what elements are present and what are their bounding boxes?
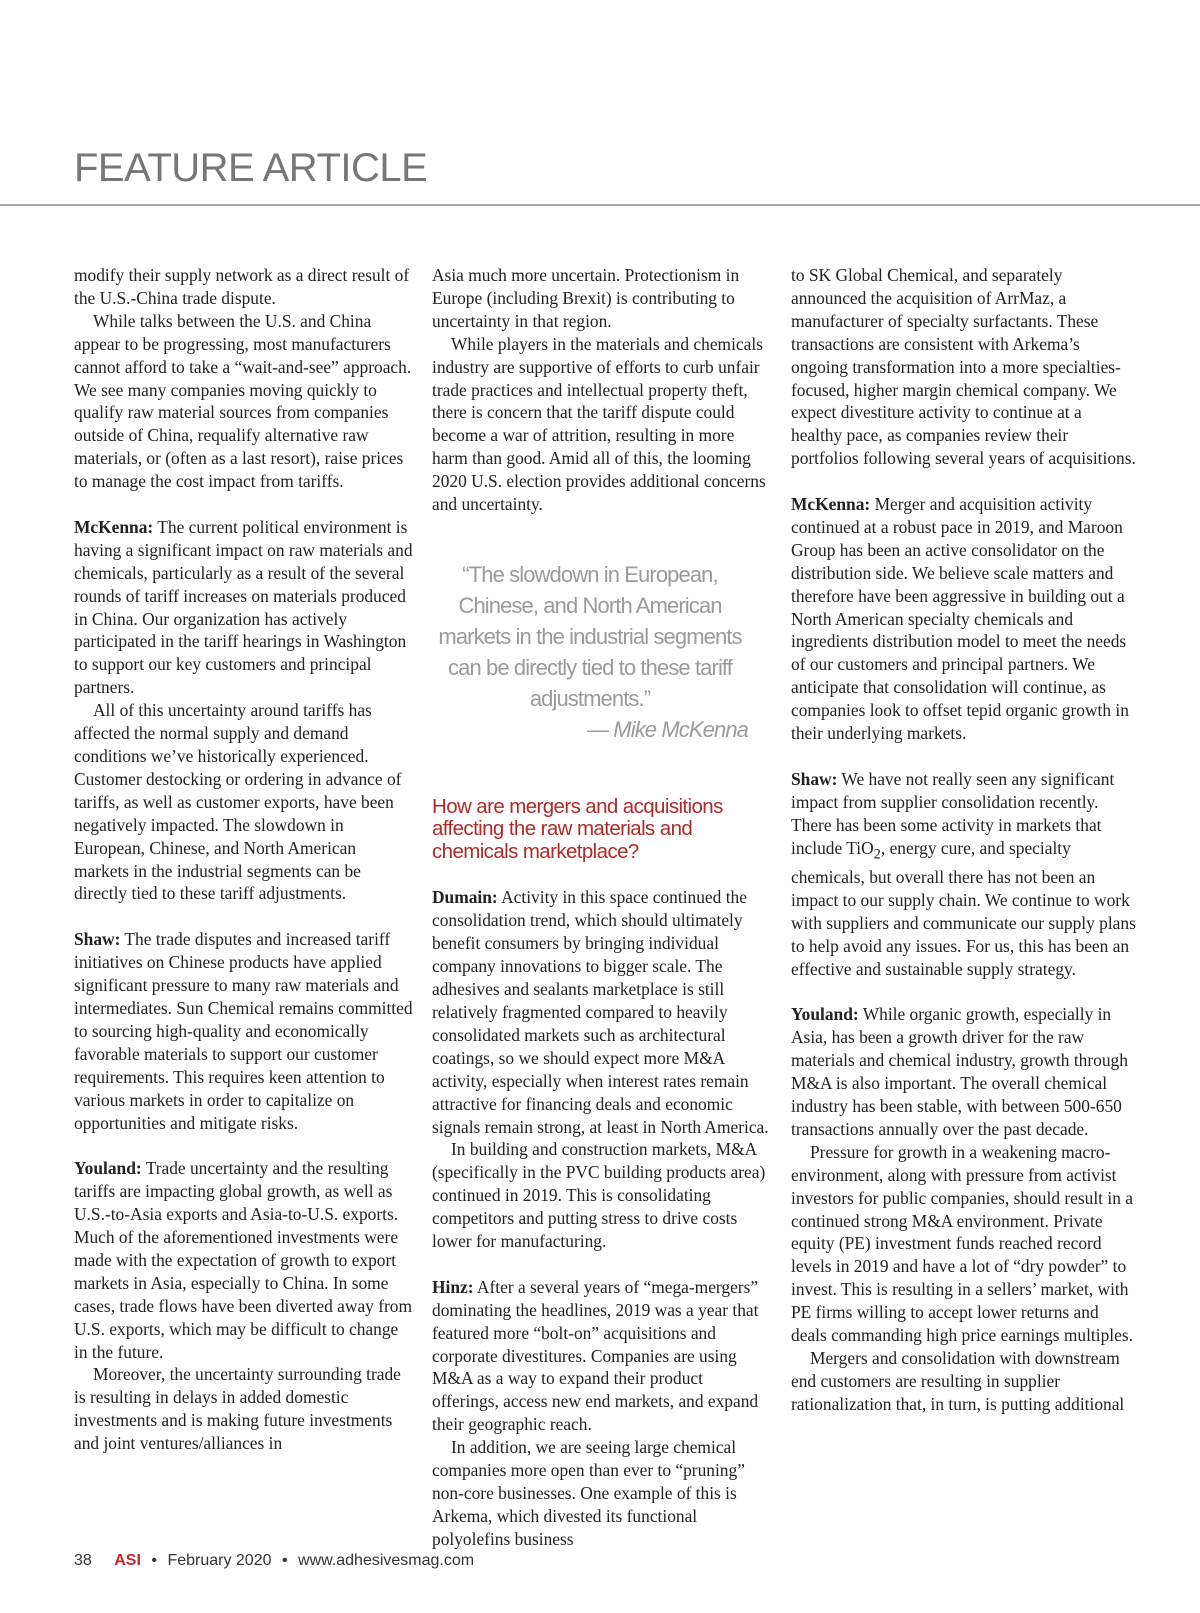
article-column-2 <box>432 264 772 1551</box>
speaker-name: Youland: <box>791 1004 859 1025</box>
paragraph: While players in the materials and chemicals industry are supportive of efforts to curb unfair trade practices and intellectual property theft, there is concern that the tariff dispute could become a war of attrition, resulting in more harm than good. Amid all of this, the looming 2020 U.S. election provides additional concerns and uncertainty. <box>432 333 766 515</box>
paragraph-text: The current political environment is having a significant impact on raw materials and chemicals, particularly as a result of the several rounds of tariff increases on materials produced in China. Our organization has actively participated in the tariff hearings in Washington to support our key customers and principal partners. <box>74 516 413 698</box>
paragraph-text: , energy cure, and specialty chemicals, but overall there has not been an impact to our supply chain. We continue to work with suppliers and communicate our supply plans to help avoid any issues. For us, this has been an effective and sustainable supply strategy. <box>791 837 1136 979</box>
subscript: 2 <box>873 846 881 863</box>
paragraph <box>791 768 1136 981</box>
paragraph <box>432 886 772 1138</box>
paragraph-text: Trade uncertainty and the resulting tariffs are impacting global growth, as well as U.S.-to-Asia exports and Asia-to-U.S. exports. Much of the aforementioned investments were made with the expectation of growth to export markets in Asia, especially to China. In some cases, trade flows have been diverted away from U.S. exports, which may be difficult to change in the future. <box>74 1158 413 1362</box>
section-title: FEATURE ARTICLE <box>74 146 428 190</box>
paragraph-text: The trade disputes and increased tariff initiatives on Chinese products have applied significant pressure to many raw materials and intermediates. Sun Chemical remains committed to sourcing high-quality and economically favorable materials to support our customer requirements. This requires keen attention to various markets in order to capitalize on opportunities and mitigate risks. <box>74 929 413 1133</box>
speaker-name: Youland: <box>74 1158 142 1179</box>
paragraph: In addition, we are seeing large chemical companies more open than ever to “pruning” non-core businesses. One example of this is Arkema, which divested its functional polyolefins business <box>432 1437 745 1549</box>
paragraph-text: Activity in this space continued the consolidation trend, which should ultimately benefit consumers by bringing individual company innovations to bigger scale. The adhesives and sealants marketplace is still relatively fragmented compared to heavily consolidated markets such as architectural coatings, so we should expect more M&A activity, especially when interest rates remain attractive for financing deals and economic signals remain strong, at least in North America. <box>432 887 769 1137</box>
section-heading: How are mergers and acquisitions affecting the raw materials and chemicals marketplace? <box>432 794 723 863</box>
pull-quote <box>432 559 748 745</box>
paragraph: Moreover, the uncertainty surrounding trade is resulting in delays in added domestic investments and is making future investments and joint ventures/alliances in <box>74 1364 401 1454</box>
issue-date: February 2020 <box>167 1552 272 1569</box>
article-column-3 <box>791 264 1136 1416</box>
website-link[interactable]: www.adhesivesmag.com <box>298 1552 475 1569</box>
paragraph-text: We have not really seen any significant impact from supplier consolidation recently. There has been some activity in markets that include TiO <box>791 768 1115 858</box>
paragraph: modify their supply network as a direct result of the U.S.-China trade dispute. <box>74 265 410 308</box>
speaker-name: Dumain: <box>432 887 498 908</box>
paragraph: All of this uncertainty around tariffs has affected the normal supply and demand conditions we’ve historically experienced. Customer destocking or ordering in advance of tariffs, as well as customer exports, have been negatively impacted. The slowdown in European, Chinese, and North American markets in the industrial segments can be directly tied to these tariff adjustments. <box>74 700 402 904</box>
speaker-name: McKenna: <box>791 494 871 515</box>
paragraph <box>791 493 1136 745</box>
page-number: 38 <box>74 1552 92 1569</box>
footer-bullet: • <box>151 1552 157 1569</box>
paragraph: In building and construction markets, M&A (specifically in the PVC building products area) continued in 2019. This is consolidating competitors and putting stress to drive costs lower for manufacturing. <box>432 1139 766 1252</box>
page-footer <box>74 1552 474 1570</box>
paragraph: While talks between the U.S. and China appear to be progressing, most manufacturers cannot afford to take a “wait-and-see” approach. We see many companies moving quickly to qualify raw material sources from companies outside of China, requalify alternative raw materials, or (often as a last resort), raise prices to manage the cost impact from tariffs. <box>74 310 412 492</box>
footer-bullet: • <box>281 1552 288 1569</box>
speaker-name: Shaw: <box>74 929 121 950</box>
paragraph: Pressure for growth in a weakening macro-environment, along with pressure from activist investors for public companies, should result in a continued strong M&A environment. Private equity (PE) investment funds reached record levels in 2019 and have a lot of “dry powder” to invest. This is resulting in a sellers’ market, with PE firms willing to accept lower returns and deals commanding high price earnings multiples. <box>791 1141 1133 1346</box>
paragraph <box>74 1157 414 1363</box>
pull-quote-text: “The slowdown in European, Chinese, and North American markets in the industrial segments can be directly tied to these tariff adjustments.” <box>438 561 742 711</box>
paragraph <box>74 928 414 1134</box>
paragraph <box>791 1003 1136 1140</box>
paragraph-text: Merger and acquisition activity continued at a robust pace in 2019, and Maroon Group has been an active consolidator on the distribution side. We believe scale matters and therefore have been aggressive in building out a North American specialty chemicals and ingredients distribution model to meet the needs of our customers and principal partners. We anticipate that consolidation will continue, as companies look to offset tepid organic growth in their underlying markets. <box>791 494 1129 744</box>
paragraph-text: While organic growth, especially in Asia, has been a growth driver for the raw materials and chemical industry, growth through M&A is also important. The overall chemical industry has been stable, with between 500-650 transactions annually over the past decade. <box>791 1004 1128 1139</box>
article-column-1 <box>74 264 414 1455</box>
paragraph <box>74 516 414 699</box>
paragraph-text: After a several years of “mega-mergers” dominating the headlines, 2019 was a year that featured more “bolt-on” acquisitions and corporate divestitures. Companies are using M&A as a way to expand their product offerings, access new end markets, and expand their geographic reach. <box>432 1276 759 1435</box>
pull-quote-attribution: — Mike McKenna <box>586 716 748 742</box>
paragraph: Asia much more uncertain. Protectionism in Europe (including Brexit) is contributing to uncertainty in that region. <box>432 265 740 331</box>
speaker-name: McKenna: <box>74 516 154 537</box>
speaker-name: Shaw: <box>791 768 838 789</box>
paragraph: Mergers and consolidation with downstream end customers are resulting in supplier rationalization that, in turn, is putting additional <box>791 1348 1125 1414</box>
paragraph <box>432 1276 772 1436</box>
paragraph: to SK Global Chemical, and separately announced the acquisition of ArrMaz, a manufacturer of specialty surfactants. These transactions are consistent with Arkema’s ongoing transformation into a more specialties-focused, higher margin chemical company. We expect divestiture activity to continue at a healthy pace, as companies review their portfolios following several years of acquisitions. <box>791 265 1136 469</box>
header-divider <box>0 204 1200 206</box>
publication-name: ASI <box>114 1552 141 1569</box>
speaker-name: Hinz: <box>432 1276 474 1297</box>
